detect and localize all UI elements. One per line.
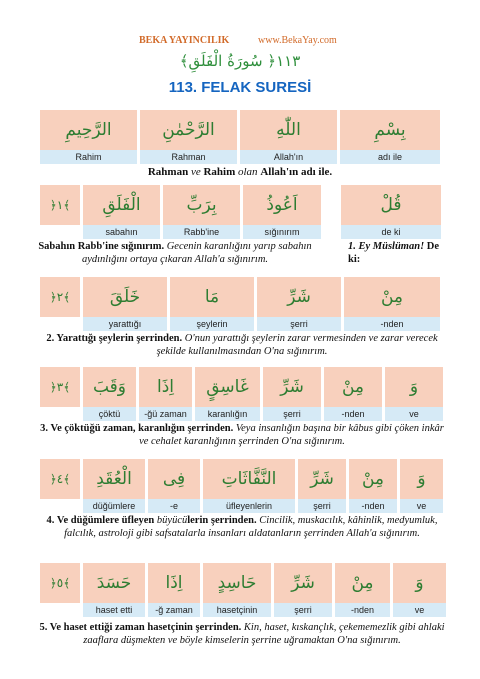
verse-number-3: ﴾٣﴿ (40, 367, 80, 407)
word-turkish: karanlığın (195, 407, 260, 421)
word-turkish: sabahın (83, 225, 160, 239)
meaning-bold: Rahman (147, 166, 189, 178)
word-turkish: ve (385, 407, 443, 421)
verse-number-2: ﴾٢﴿ (40, 277, 80, 317)
meaning-italic: Kin, haset, kıskançlık, çekememezlik gibi ahlaki zaaflara düşmekten ve böyle kimselerin şerrine uğramaktan O'na sığınırım. (83, 622, 445, 646)
verse-number-1: ﴾١﴿ (40, 185, 80, 225)
word-arabic: مَا (170, 277, 254, 317)
word-arabic: الرَّحْمٰنِ (140, 110, 237, 150)
word-turkish: -nden (349, 499, 397, 513)
meaning-bold: De ki: (348, 241, 440, 265)
word-arabic: وَ (393, 563, 446, 603)
meaning-bold: 4. Ve düğümlere üfleyen (46, 515, 157, 526)
word-turkish: yarattığı (83, 317, 167, 331)
verse-number-5: ﴾٥﴿ (40, 563, 80, 603)
word-arabic: شَرِّ (263, 367, 321, 407)
word-turkish: şeylerin (170, 317, 254, 331)
word-arabic: فِى (148, 459, 200, 499)
word-arabic: بِرَبِّ (163, 185, 240, 225)
basmala-turkish-row (40, 150, 440, 164)
verse5-arabic-row (40, 563, 446, 603)
verse5-turkish-row (40, 603, 446, 617)
spacer (40, 603, 80, 617)
page-title: 113. FELAK SURESİ (168, 79, 312, 96)
word-turkish: üfleyenlerin (203, 499, 295, 513)
verse5-meaning (36, 622, 448, 647)
word-arabic: اِذَا (148, 563, 200, 603)
word-turkish: şerri (298, 499, 346, 513)
meaning-italic: ve (188, 166, 204, 178)
word-arabic: مِنْ (324, 367, 382, 407)
word-turkish: Rabb'ine (163, 225, 240, 239)
website-link[interactable]: www.BekaYay.com (258, 35, 337, 46)
verse4-turkish-row (40, 499, 443, 513)
verse2-meaning (38, 333, 446, 358)
meaning-italic: 1. Ey Müslüman! (348, 241, 425, 252)
word-arabic: الْفَلَقِ (83, 185, 160, 225)
word-arabic: وَ (400, 459, 443, 499)
publisher-name: BEKA YAYINCILIK (139, 35, 230, 46)
verse4-arabic-row (40, 459, 443, 499)
word-arabic: مِنْ (335, 563, 390, 603)
word-arabic: اِذَا (139, 367, 192, 407)
word-arabic: الْعُقَدِ (83, 459, 145, 499)
meaning-italic: Cincilik, muskacılık, kâhinlik, medyumluk, falcılık, astroloji gibi safsatalarla insanları aldatanların şerrinden Allah'a sığınırım. (64, 515, 438, 539)
word-arabic: النَّفَّاثَاتِ (203, 459, 295, 499)
word-turkish: Rahman (140, 150, 237, 164)
word-turkish: -e (148, 499, 200, 513)
verse2-turkish-row (40, 317, 440, 331)
verse3-turkish-row (40, 407, 443, 421)
word-turkish: adı ile (340, 150, 440, 164)
word-turkish: şerri (257, 317, 341, 331)
meaning-italic: büyücü (156, 515, 188, 526)
word-turkish: şerri (274, 603, 332, 617)
word-turkish: -ğü zaman (139, 407, 192, 421)
word-arabic: شَرِّ (274, 563, 332, 603)
page-header (0, 35, 480, 49)
word-arabic: وَ (385, 367, 443, 407)
word-turkish: haset etti (83, 603, 145, 617)
word-arabic: الرَّحِيمِ (40, 110, 137, 150)
word-turkish: şerri (263, 407, 321, 421)
spacer (40, 225, 80, 239)
meaning-bold: Rahim (203, 166, 236, 178)
basmala-meaning (40, 166, 440, 179)
verse1-arabic-row (40, 185, 441, 225)
surah-heading-arabic: ﴾١١٣﴿ سُورَةُ الْفَلَقِ (179, 52, 301, 70)
meaning-bold: Allah'ın adı ile. (260, 166, 333, 178)
meaning-bold: 5. Ve haset ettiği zaman hasetçinin şerrinden. (39, 622, 242, 633)
word-arabic: مِنْ (344, 277, 440, 317)
word-arabic: حَسَدَ (83, 563, 145, 603)
spacer (40, 499, 80, 513)
word-arabic: بِسْمِ (340, 110, 440, 150)
verse-number-4: ﴾٤﴿ (40, 459, 80, 499)
verse1-meaning (30, 241, 320, 266)
verse3-meaning (38, 423, 446, 448)
word-turkish: düğümlere (83, 499, 145, 513)
spacer (40, 317, 80, 331)
verse4-meaning (34, 515, 450, 540)
word-turkish: Rahim (40, 150, 137, 164)
word-arabic: شَرِّ (257, 277, 341, 317)
word-turkish: ve (400, 499, 443, 513)
word-turkish: hasetçinin (203, 603, 271, 617)
verse1-turkish-row (40, 225, 441, 239)
meaning-bold: lerin şerrinden. (187, 515, 257, 526)
word-turkish: -nden (344, 317, 440, 331)
word-arabic: خَلَقَ (83, 277, 167, 317)
word-turkish: sığınırım (243, 225, 321, 239)
meaning-italic: olan (235, 166, 261, 178)
meaning-bold: 2. Yarattığı şeylerin şerrinden. (46, 333, 183, 344)
qul-turkish: de ki (341, 225, 441, 239)
verse3-arabic-row (40, 367, 443, 407)
word-arabic: وَقَبَ (83, 367, 136, 407)
word-turkish: -nden (324, 407, 382, 421)
word-turkish: ve (393, 603, 446, 617)
qul-arabic: قُلْ (341, 185, 441, 225)
verse2-arabic-row (40, 277, 440, 317)
word-arabic: اَعُوذُ (243, 185, 321, 225)
word-arabic: شَرِّ (298, 459, 346, 499)
meaning-bold: 3. Ve çöktüğü zaman, karanlığın şerrinden. (40, 423, 234, 434)
word-arabic: حَاسِدٍ (203, 563, 271, 603)
meaning-italic: Veya insanlığın başına bir kâbus gibi çöken inkâr ve cehalet karanlığının şerrinden O'na sığınırım. (139, 423, 444, 447)
word-turkish: Allah'ın (240, 150, 337, 164)
spacer (40, 407, 80, 421)
word-arabic: مِنْ (349, 459, 397, 499)
meaning-bold: Sabahın Rabb'ine sığınırım. (38, 241, 165, 252)
word-turkish: çöktü (83, 407, 136, 421)
meaning-italic: Gecenin karanlığını yarıp sabahın aydınlığını ortaya çıkaran Allah'a sığınırım. (81, 241, 312, 265)
basmala-arabic-row (40, 110, 440, 150)
qul-meaning (348, 241, 448, 266)
word-turkish: -nden (335, 603, 390, 617)
meaning-italic: O'nun yarattığı şeylerin zarar vermesinden ve zarar verecek şekilde kullanılmasından O'na sığınırım. (156, 333, 438, 357)
word-arabic: اللّٰهِ (240, 110, 337, 150)
word-arabic: غَاسِقٍ (195, 367, 260, 407)
word-turkish: -ğ zaman (148, 603, 200, 617)
